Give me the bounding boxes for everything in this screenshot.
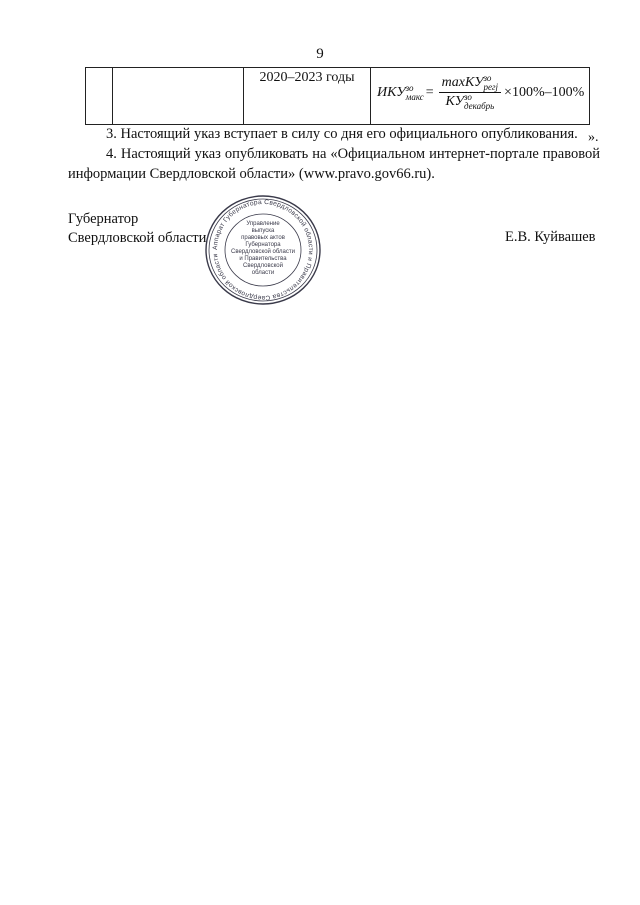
formula-lhs-sub: макс <box>405 91 424 102</box>
svg-text:области: области <box>251 270 275 276</box>
svg-text:выпуска: выпуска <box>251 228 275 234</box>
formula-lhs-sup: зо <box>405 82 414 93</box>
official-seal-stamp <box>203 194 323 306</box>
formula-numerator: maxКУ зо pегj <box>439 74 501 93</box>
signatory-name: Е.В. Куйвашев <box>505 229 596 245</box>
signatory-title <box>68 210 206 248</box>
table-cell-empty-1 <box>86 68 113 125</box>
svg-text:Аппарат Губернатора Свердловск: Аппарат Губернатора Свердловской области и Правительства Свердловской области <box>211 198 315 302</box>
svg-text:Губернатора: Губернатора <box>245 242 281 248</box>
formula-cell <box>371 68 590 125</box>
svg-text:правовых актов: правовых актов <box>241 235 285 241</box>
paragraph-3: 3. Настоящий указ вступает в силу со дня его официального опубликования. <box>106 126 578 142</box>
table-row <box>86 68 590 125</box>
closing-quote: ». <box>588 130 599 145</box>
svg-text:Свердловской: Свердловской <box>243 263 283 269</box>
signatory-title-line-1: Губернатор <box>68 211 139 227</box>
paragraph-4: 4. Настоящий указ опубликовать на «Официальном интернет-портале правовой информации Свердловской области» (www.pravo.gov66.ru). <box>68 146 600 182</box>
period-cell: 2020–2023 годы <box>244 68 371 125</box>
formula-fraction <box>439 74 501 111</box>
svg-text:и Правительства: и Правительства <box>239 256 287 262</box>
svg-text:Свердловской области: Свердловской области <box>230 249 296 255</box>
formula <box>377 74 584 111</box>
page-number: 9 <box>316 46 324 62</box>
table-cell-empty-2 <box>113 68 244 125</box>
signatory-title-line-2: Свердловской области <box>68 230 207 246</box>
formula-table-fragment <box>85 67 590 125</box>
formula-tail: ×100%–100% <box>504 84 585 100</box>
formula-lhs: ИКУ зо макс <box>377 82 424 102</box>
svg-text:Управление: Управление <box>246 221 280 227</box>
equals-sign: = <box>425 84 434 100</box>
formula-denominator: КУ зо декабрь <box>445 92 495 111</box>
